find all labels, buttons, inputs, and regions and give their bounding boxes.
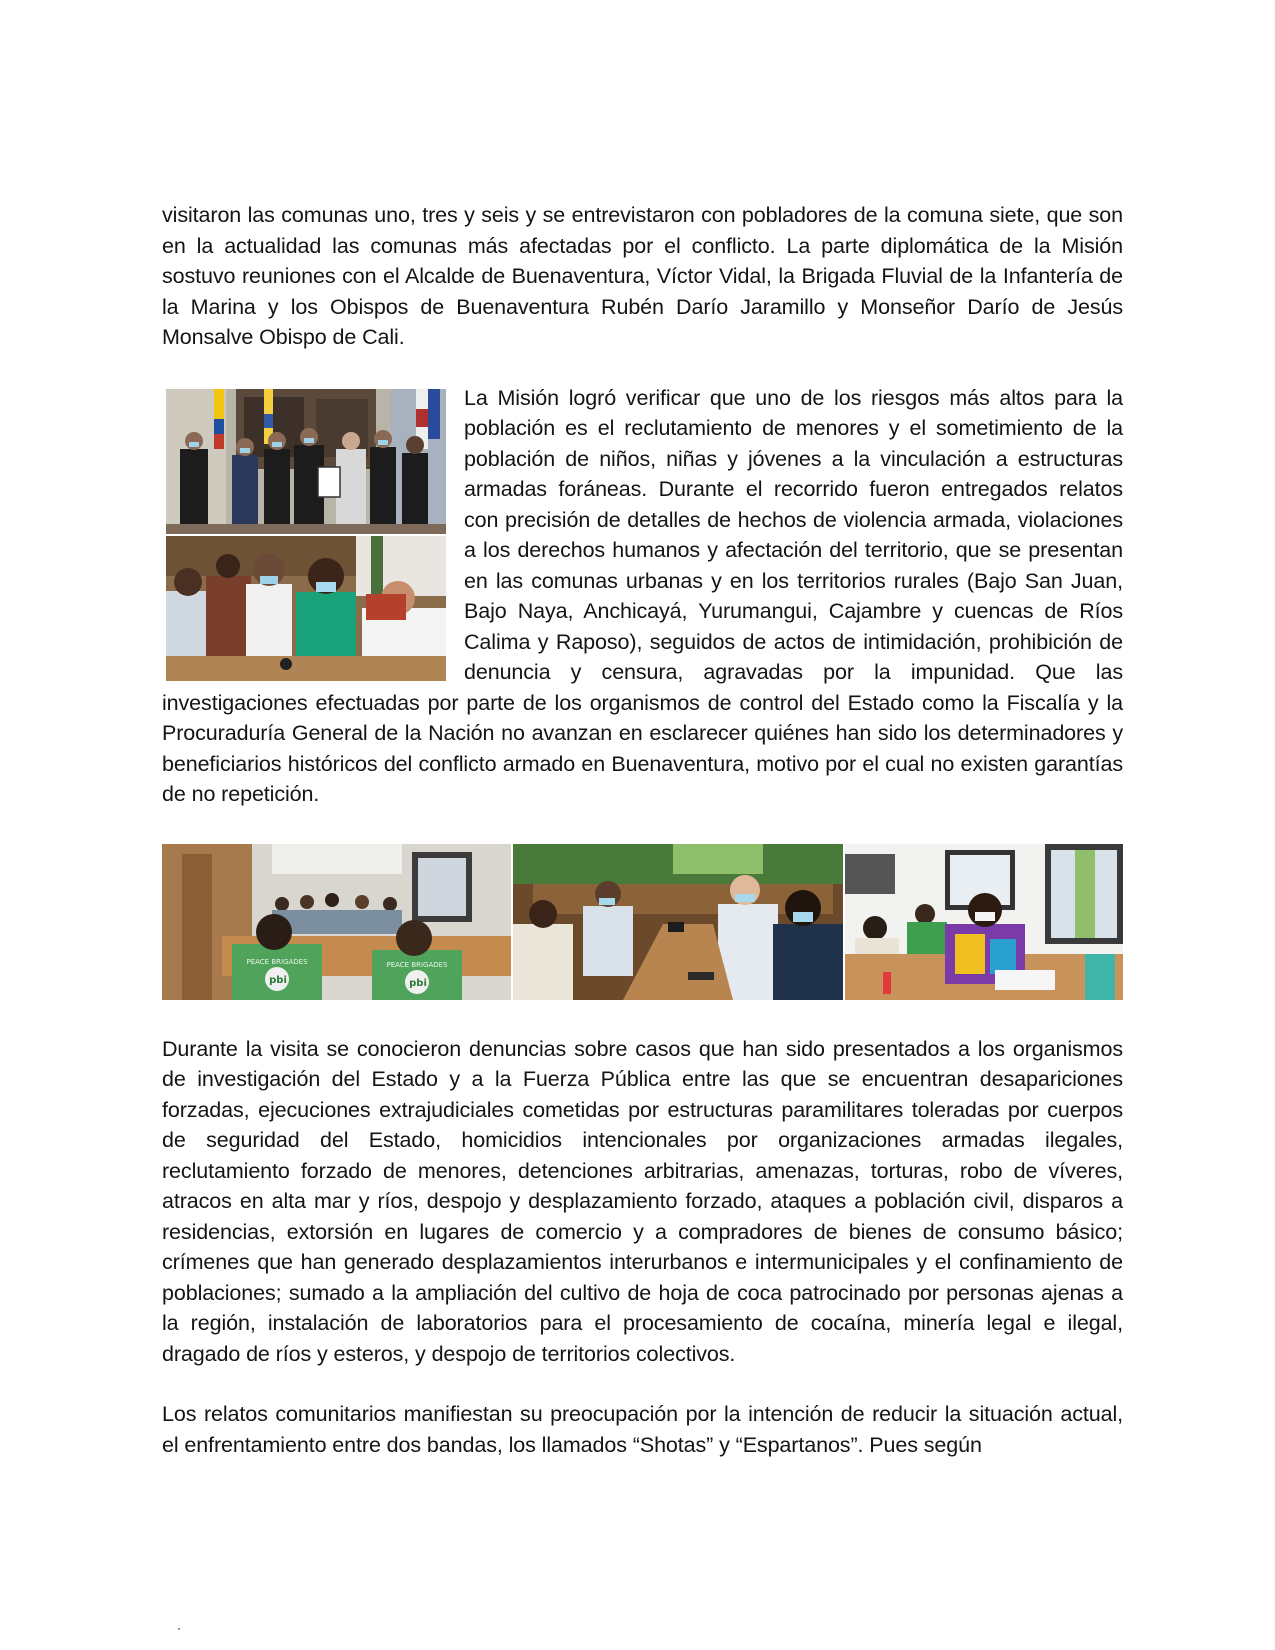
photo-workshop-discussion: [513, 844, 843, 1000]
paragraph-mission-findings: La Misión logró verificar que uno de los riesgos más altos para la población es el reclutamiento de menores y el sometimiento de la población de niños, niñas y jóvenes a la vinculación a estructuras armadas foráneas. Durante el recorrido fueron entregados relatos con precisión de detalles de hechos de violencia armada, violaciones a los derechos humanos y afectación del territorio, que se presentan en las comunas urbanas y en los territorios rurales (Bajo San Juan, Bajo Naya, Anchicayá, Yurumangui, Cajambre y cuencas de Ríos Calima y Raposo), seguidos de actos de intimidación, prohibición de denuncia y censura, agravadas por la impunidad. Que las investigaciones efectuadas por parte de los organismos de control del Estado como la Fiscalía y la Procuraduría General de la Nación no avanzan en esclarecer quiénes han sido los determinadores y beneficiarios históricos del conflicto armado en Buenaventura, motivo por el cual no existen garantías de no repetición.: [162, 385, 1123, 806]
photo-workshop-writing: [845, 844, 1123, 1000]
photo-workshop-peace-brigades: [162, 844, 511, 1000]
document-page: [162, 200, 1123, 1460]
photo-strip-workshops: [162, 844, 1123, 1000]
paragraph-community-accounts: Los relatos comunitarios manifiestan su preocupación por la intención de reducir la situación actual, el enfrentamiento entre dos bandas, los llamados “Shotas” y “Espartanos”. Pues según: [162, 1402, 1123, 1457]
photo-collage-meetings: [166, 389, 446, 681]
page-mark: [178, 1628, 180, 1630]
vest-label: PEACE BRIGADES: [246, 957, 308, 966]
svg-text:pbi: pbi: [269, 974, 287, 986]
paragraph-mission-visits: visitaron las comunas uno, tres y seis y se entrevistaron con pobladores de la comuna siete, que son en la actualidad las comunas más afectadas por el conflicto. La parte diplomática de la Misión sostuvo reuniones con el Alcalde de Buenaventura, Víctor Vidal, la Brigada Fluvial de la Infantería de la Marina y los Obispos de Buenaventura Rubén Darío Jaramillo y Monseñor Darío de Jesús Monsalve Obispo de Cali.: [162, 203, 1123, 349]
photo-group-portrait: [166, 389, 446, 534]
svg-text:pbi: pbi: [409, 977, 427, 989]
vest-label: PEACE BRIGADES: [386, 960, 448, 969]
paragraph-complaints: Durante la visita se conocieron denuncias sobre casos que han sido presentados a los organismos de investigación del Estado y a la Fuerza Pública entre las que se encuentran desapariciones forzadas, ejecuciones extrajudiciales cometidas por estructuras paramilitares toleradas por cuerpos de seguridad del Estado, homicidios intencionales por organizaciones armadas ilegales, reclutamiento forzado de menores, detenciones arbitrarias, amenazas, torturas, robo de víveres, atracos en alta mar y ríos, despojo y desplazamiento forzado, ataques a población civil, disparos a residencias, extorsión en lugares de comercio y a compradores de bienes de consumo básico; crímenes que han generado desplazamientos interurbanos e intermunicipales y el confinamiento de poblaciones; sumado a la ampliación del cultivo de hoja de coca patrocinado por personas ajenas a la región, instalación de laboratorios para el procesamiento de cocaína, minería legal e ilegal, dragado de ríos y esteros, y despojo de territorios colectivos.: [162, 1036, 1123, 1366]
photo-meeting-table: [166, 536, 446, 681]
